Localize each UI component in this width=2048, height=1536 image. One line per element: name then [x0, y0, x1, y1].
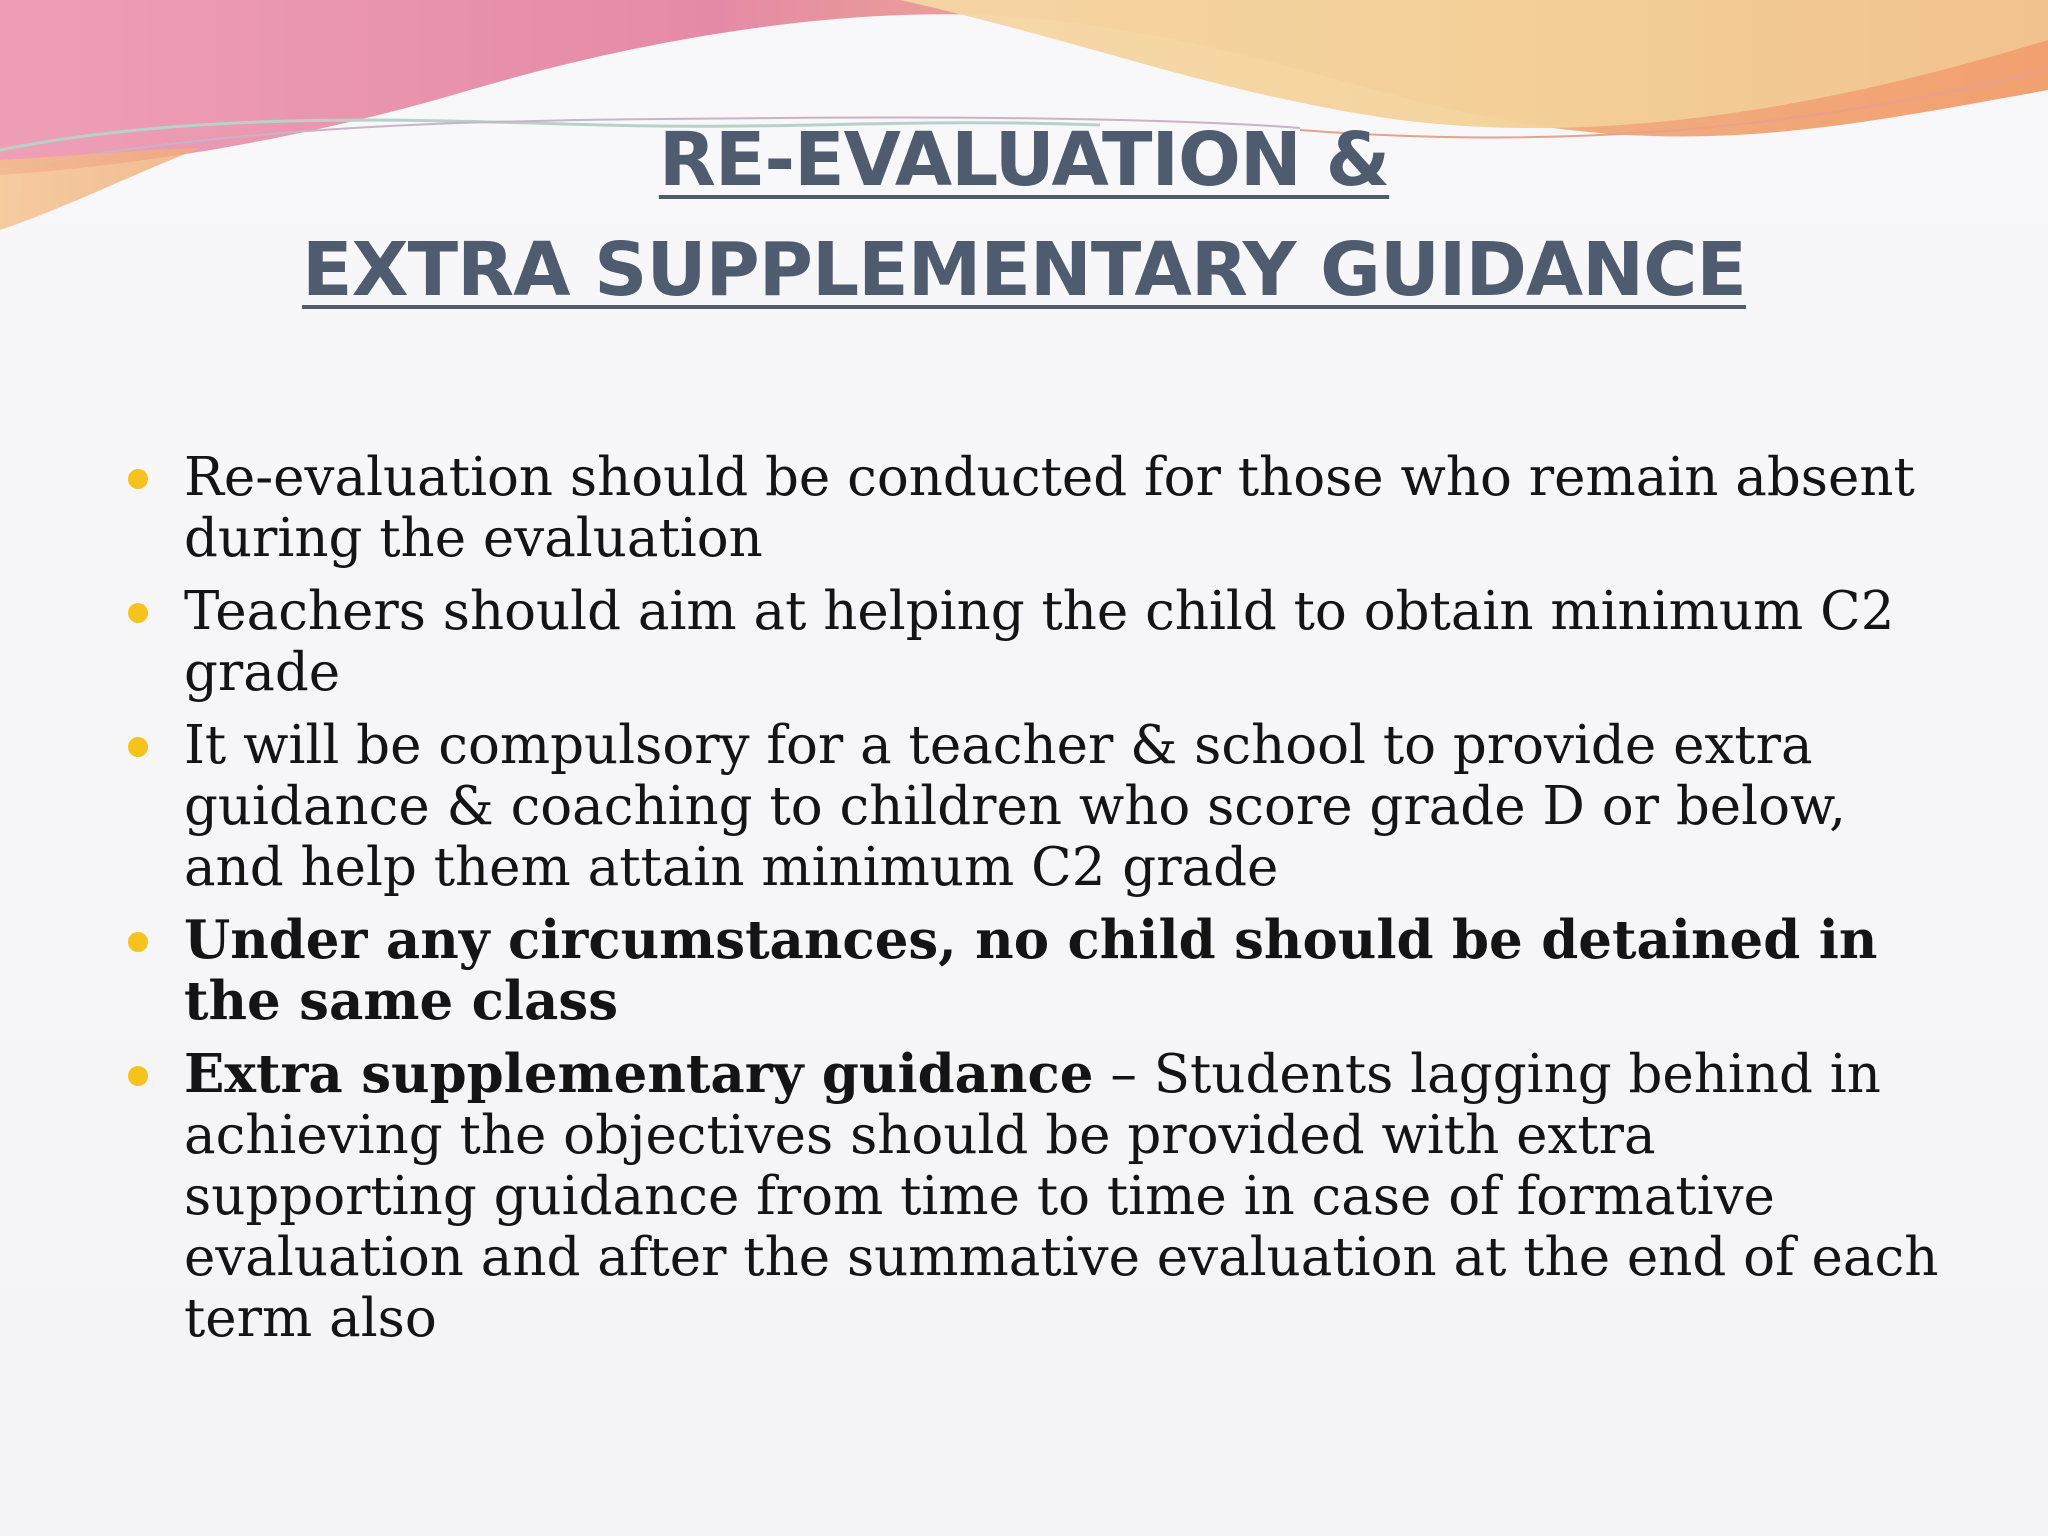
- bullet-dot-icon: [128, 469, 148, 489]
- bullet-text: Re-evaluation should be conducted for those who remain absent during the evaluation: [184, 447, 1915, 569]
- bullet-item: [120, 581, 1950, 703]
- bullet-lead: Extra supplementary guidance: [184, 1043, 1094, 1105]
- bullet-item: [120, 1044, 1950, 1349]
- bullet-dot-icon: [128, 932, 148, 952]
- bullet-dot-icon: [128, 737, 148, 757]
- bullet-dot-icon: [128, 603, 148, 623]
- bullet-dot-icon: [128, 1066, 148, 1086]
- title-line-2: EXTRA SUPPLEMENTARY GUIDANCE: [302, 227, 1746, 313]
- bullet-item: [120, 910, 1950, 1032]
- bullet-list: [120, 447, 1950, 1361]
- bullet-item: [120, 715, 1950, 898]
- bullet-text: Teachers should aim at helping the child to obtain minimum C2 grade: [184, 581, 1895, 703]
- slide-title: [0, 105, 2048, 325]
- bullet-item: [120, 447, 1950, 569]
- bullet-text: It will be compulsory for a teacher & school to provide extra guidance & coaching to children who score grade D or below, and help them attain minimum C2 grade: [184, 715, 1846, 898]
- bullet-text: – Students lagging behind in achieving the objectives should be provided with extra supporting guidance from time to time in case of formative evaluation and after the summative evaluation at the end of each term also: [184, 1044, 1939, 1349]
- title-line-1: RE-EVALUATION &: [658, 117, 1390, 203]
- bullet-text: Under any circumstances, no child should be detained in the same class: [184, 909, 1878, 1032]
